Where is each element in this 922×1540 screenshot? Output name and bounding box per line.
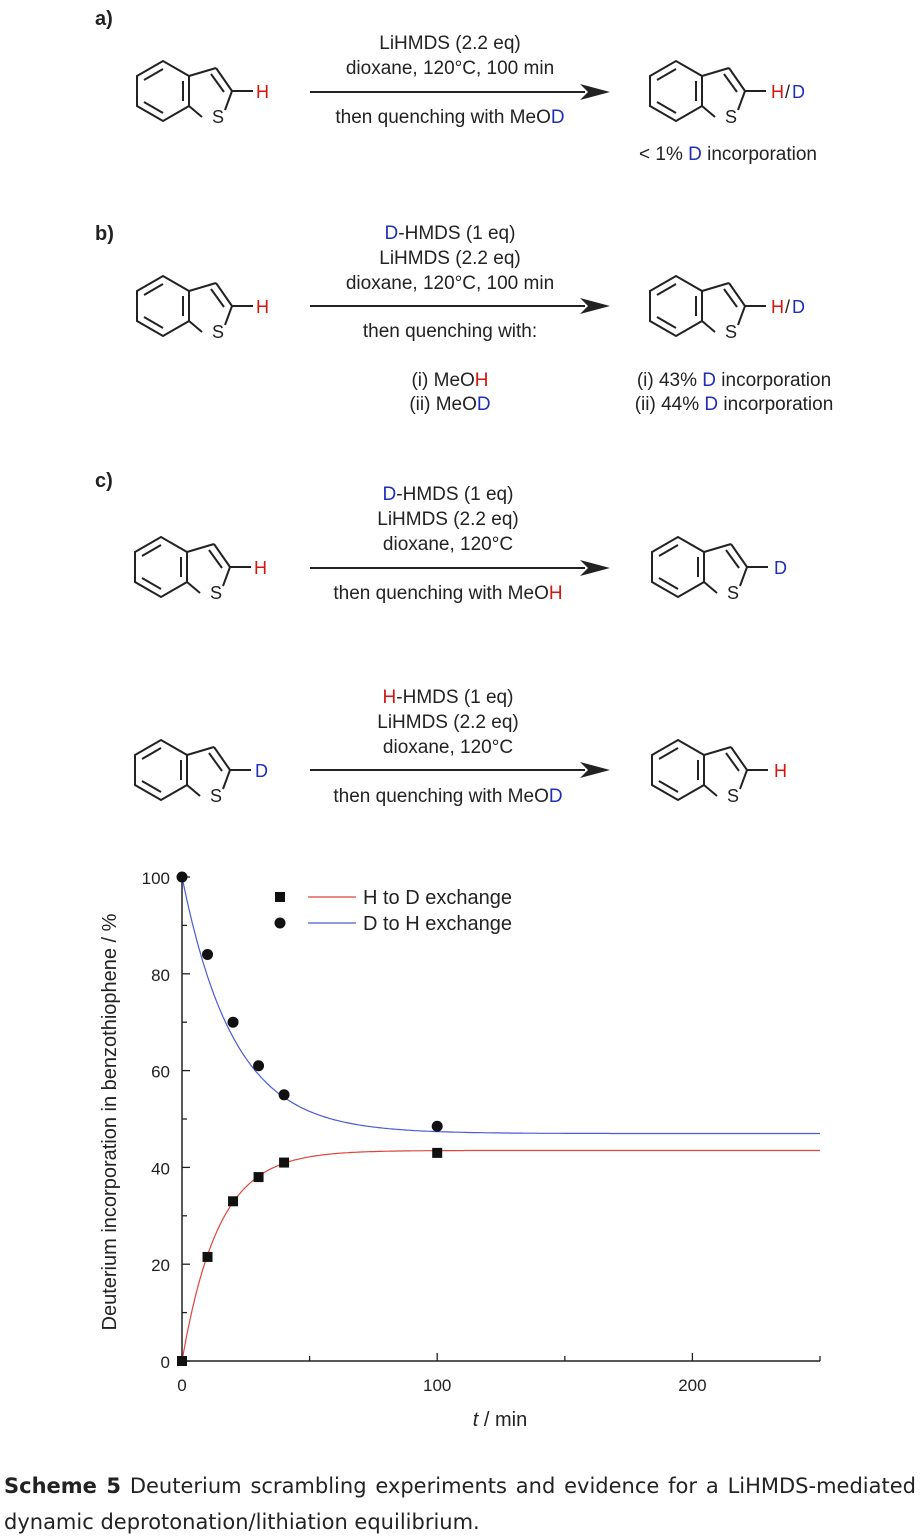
fit-curve (182, 1151, 820, 1362)
legend-label: H to D exchange (363, 887, 512, 909)
data-point-circle (228, 1017, 239, 1028)
y-tick-label: 100 (141, 869, 170, 888)
x-axis-label-unit: / min (478, 1409, 528, 1431)
data-point-circle (202, 949, 213, 960)
data-point-square (254, 1172, 264, 1182)
quench-atom: D (548, 786, 563, 807)
chart-axes (142, 869, 820, 1395)
condition-line: dioxane, 120°C, 100 min (345, 273, 555, 294)
result-suffix: incorporation (716, 370, 832, 391)
scheme-a-product-d: D (792, 82, 805, 102)
condition-line: dioxane, 120°C (382, 737, 514, 758)
ring-s-label: S (727, 786, 740, 806)
scheme-b-product-h: H (771, 297, 784, 317)
condition-line: dioxane, 120°C (382, 534, 514, 555)
reagent-atom: D (384, 223, 399, 244)
scheme-c2-reactant-sub: D (255, 761, 268, 781)
scheme-c2-product-sub: H (774, 761, 787, 781)
quench-text: then quenching with MeO (333, 583, 549, 604)
y-tick-label: 40 (151, 1159, 170, 1179)
quench-option-text: (i) MeO (411, 370, 475, 391)
scheme-c-label: c) (95, 470, 113, 492)
scheme-b-reactant-sub: H (256, 297, 269, 317)
data-point-square (279, 1158, 289, 1168)
ring-s-label: S (212, 107, 225, 127)
y-axis-label: Deuterium incorporation in benzothiophene / % (99, 913, 121, 1331)
reagent-atom: H (382, 687, 397, 708)
result-prefix: (ii) 44% (634, 394, 705, 415)
quench-option-text: (ii) MeO (409, 394, 477, 415)
result-suffix: incorporation (718, 394, 834, 415)
scheme-a-product-sep: / (785, 82, 791, 102)
x-tick-label: 200 (678, 1376, 707, 1395)
y-tick-label: 20 (151, 1256, 170, 1276)
reagent-rest: -HMDS (1 eq) (396, 687, 514, 708)
scheme-caption (4, 1468, 916, 1540)
data-point-square (228, 1196, 238, 1206)
ring-s-label: S (725, 322, 738, 342)
data-point-circle (253, 1060, 264, 1071)
reagent-rest: -HMDS (1 eq) (396, 484, 514, 505)
x-axis-label-symbol: t (472, 1409, 479, 1431)
data-point-square (432, 1148, 442, 1158)
data-point-circle (432, 1121, 443, 1132)
ring-s-label: S (210, 583, 223, 603)
legend-marker-circle (275, 918, 286, 929)
reagent-atom: D (382, 484, 397, 505)
scheme-b-quench: then quenching with: (362, 321, 538, 342)
caption-label: Scheme 5 (4, 1474, 121, 1498)
y-tick-label: 80 (151, 965, 170, 985)
quench-atom: H (548, 583, 563, 604)
legend-label: D to H exchange (363, 913, 512, 935)
caption-text: Deuterium scrambling experiments and evidence for a LiHMDS-mediated dynamic deprotonation/lithiation equilibrium. (4, 1474, 916, 1534)
scheme-c1-product-sub: D (774, 558, 787, 578)
result-prefix: < 1% (639, 144, 689, 165)
ring-s-label: S (212, 322, 225, 342)
data-point-circle (279, 1089, 290, 1100)
y-tick-label: 0 (160, 1353, 170, 1372)
quench-option-atom: H (474, 370, 489, 391)
condition-line: LiHMDS (2.2 eq) (379, 33, 521, 54)
condition-line: LiHMDS (2.2 eq) (379, 248, 521, 269)
condition-line: LiHMDS (2.2 eq) (377, 509, 519, 530)
chart-legend (275, 887, 512, 935)
condition-line: dioxane, 120°C, 100 min (345, 58, 555, 79)
result-atom: D (688, 144, 702, 165)
quench-text: then quenching with MeO (335, 107, 551, 128)
data-point-circle (177, 872, 188, 883)
ring-s-label: S (727, 583, 740, 603)
reagent-rest: -HMDS (1 eq) (398, 223, 516, 244)
scheme-b-product-sep: / (785, 297, 791, 317)
condition-line: LiHMDS (2.2 eq) (377, 712, 519, 733)
result-suffix: incorporation (701, 144, 817, 165)
scheme-b-label: b) (95, 223, 114, 245)
ring-s-label: S (725, 107, 738, 127)
data-point-square (177, 1356, 187, 1366)
quench-atom: D (550, 107, 565, 128)
scheme-a-product-h: H (771, 82, 784, 102)
chart-fit-curves (182, 877, 820, 1361)
quench-text: then quenching with MeO (333, 786, 549, 807)
legend-marker-square (275, 892, 285, 902)
result-atom: D (704, 394, 719, 415)
data-point-square (203, 1252, 213, 1262)
scheme-a-reactant-sub: H (256, 82, 269, 102)
scheme-b-product-d: D (792, 297, 805, 317)
x-axis-label (473, 1409, 527, 1431)
x-tick-label: 100 (423, 1376, 452, 1395)
scheme-c1-reactant-sub: H (254, 558, 267, 578)
x-tick-label: 0 (177, 1376, 187, 1395)
ring-s-label: S (210, 786, 223, 806)
quench-option-atom: D (476, 394, 491, 415)
scheme-a-label: a) (95, 8, 113, 30)
chart-data-points (177, 872, 443, 1367)
y-tick-label: 60 (151, 1062, 170, 1082)
result-prefix: (i) 43% (636, 370, 703, 391)
result-atom: D (702, 370, 717, 391)
